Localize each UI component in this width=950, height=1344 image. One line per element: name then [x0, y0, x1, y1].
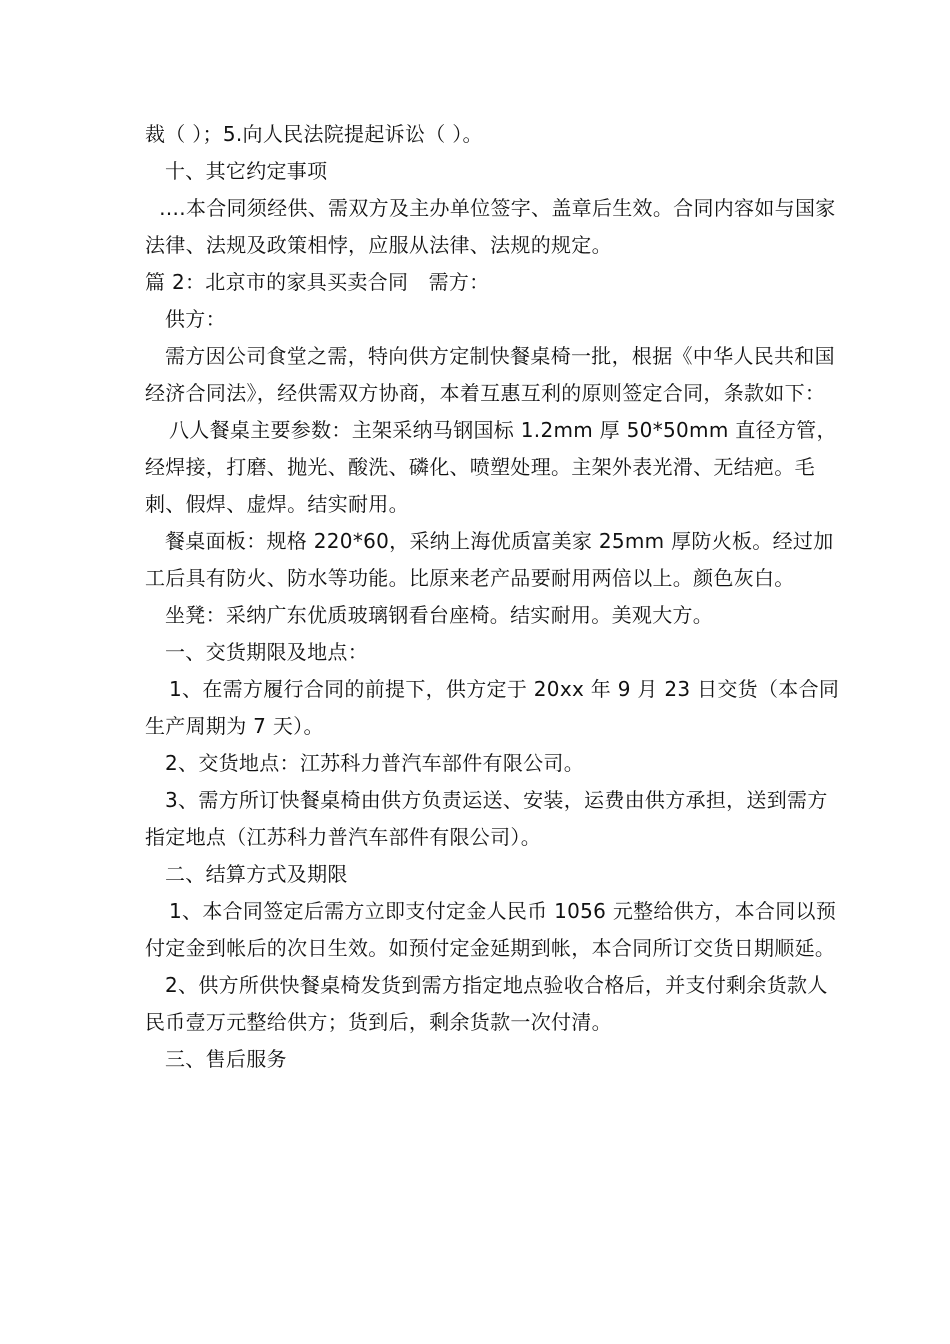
paragraph-arbitration-tail: 裁（ ）；5.向人民法院提起诉讼（ ）。	[145, 122, 483, 146]
paragraph-preamble: 需方因公司食堂之需，特向供方定制快餐桌椅一批，根据《中华人民共和国经济合同法》，经供需双方协商，本着互惠互利的原则签定合同，条款如下：	[145, 344, 835, 405]
document-body	[145, 116, 845, 1078]
heading-after-sales: 三、售后服务	[165, 1047, 287, 1071]
paragraph-effectiveness: ….本合同须经供、需双方及主办单位签字、盖章后生效。合同内容如与国家法律、法规及政策相悖，应服从法律、法规的规定。	[145, 196, 836, 257]
paragraph-delivery-date: 1、在需方履行合同的前提下，供方定于 20xx 年 9 月 23 日交货（本合同生产周期为 7 天）。	[145, 677, 840, 738]
heading-delivery: 一、交货期限及地点：	[165, 640, 368, 664]
heading-contract-2: 篇 2：北京市的家具买卖合同 需方：	[145, 270, 490, 294]
heading-settlement: 二、结算方式及期限	[165, 862, 348, 886]
paragraph-table-params: 八人餐桌主要参数：主架采纳马钢国标 1.2mm 厚 50*50mm 直径方管，经焊接，打磨、抛光、酸洗、磷化、喷塑处理。主架外表光滑、无结疤。毛刺、假焊、虚焊。结实耐用。	[145, 418, 837, 516]
heading-other-terms: 十、其它约定事项	[165, 159, 328, 183]
paragraph-stool: 坐凳：采纳广东优质玻璃钢看台座椅。结实耐用。美观大方。	[165, 603, 714, 627]
paragraph-shipping: 3、需方所订快餐桌椅由供方负责运送、安装，运费由供方承担，送到需方指定地点（江苏科力普汽车部件有限公司）。	[145, 788, 828, 849]
paragraph-deposit: 1、本合同签定后需方立即支付定金人民币 1056 元整给供方，本合同以预付定金到帐后的次日生效。如预付定金延期到帐，本合同所订交货日期顺延。	[145, 899, 837, 960]
paragraph-supplier: 供方：	[165, 307, 226, 331]
paragraph-delivery-place: 2、交货地点：江苏科力普汽车部件有限公司。	[165, 751, 585, 775]
paragraph-balance: 2、供方所供快餐桌椅发货到需方指定地点验收合格后，并支付剩余货款人民币壹万元整给供方；货到后，剩余货款一次付清。	[145, 973, 828, 1034]
paragraph-table-top: 餐桌面板：规格 220*60，采纳上海优质富美家 25mm 厚防火板。经过加工后具有防火、防水等功能。比原来老产品要耐用两倍以上。颜色灰白。	[145, 529, 834, 590]
